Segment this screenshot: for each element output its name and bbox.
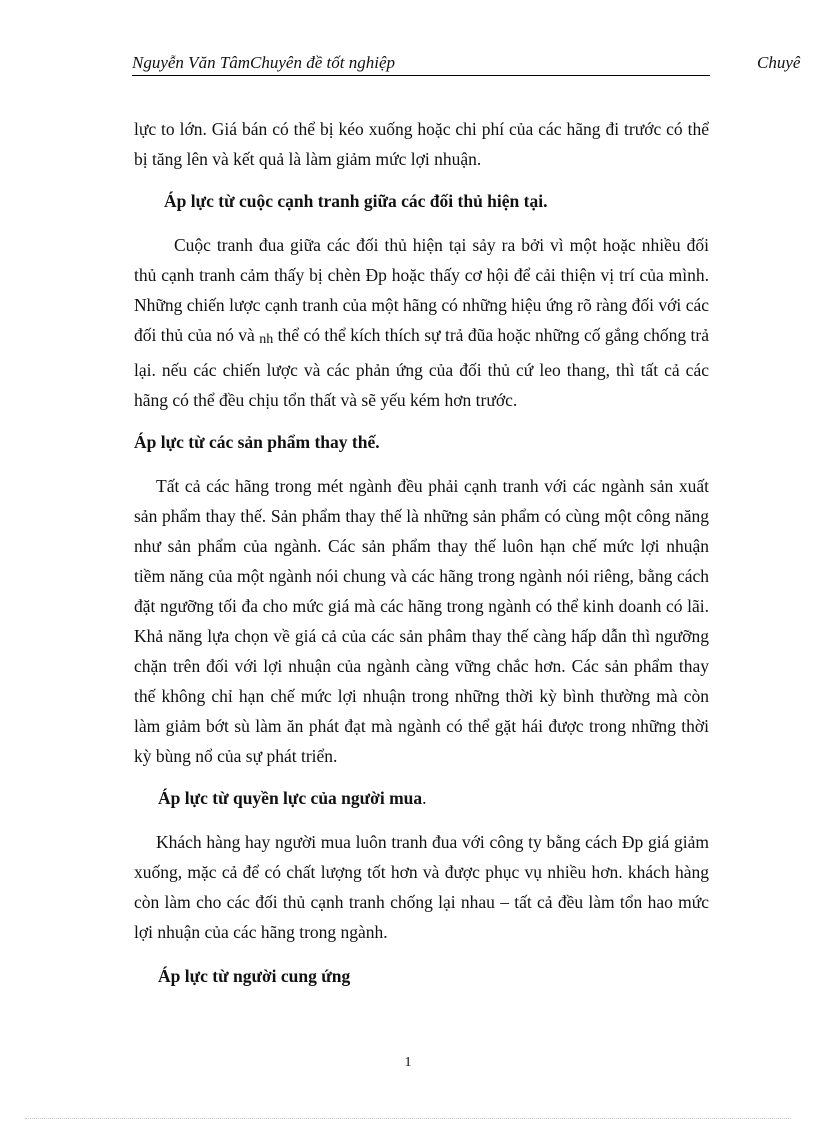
page-number: 1	[404, 1055, 412, 1070]
heading-buyer-power-period: .	[422, 788, 427, 808]
document-header-title: Nguyễn Văn TâmChuyên đề tốt nghiệp	[132, 52, 710, 76]
document-body	[134, 114, 709, 991]
heading-competition: Áp lực từ cuộc cạnh tranh giữa các đối thủ hiện tại.	[164, 191, 548, 211]
paragraph-competition-text-a: Cuộc tranh đua giữa các đối thủ hiện tại sảy ra bởi vì một hoặc nhiều đối thủ cạnh tranh cảm thấy bị chèn Ðp hoặc thấy cơ hội để cải thiện vị trí của mình. Những chiến lược cạnh tranh của một hãng có những hiệu ứng rõ ràng đối với các đối thủ của nó và	[134, 235, 709, 345]
heading-buyer-power-text: Áp lực từ quyền lực của người mua	[158, 788, 423, 808]
paragraph-competition	[134, 230, 709, 415]
heading-substitutes: Áp lực từ các sản phẩm thay thế.	[134, 432, 380, 452]
paragraph-intro: lực to lớn. Giá bán có thể bị kéo xuống hoặc chi phí của các hãng đi trước có thể bị tăng lên và kết quả là làm giảm mức lợi nhuận.	[134, 119, 709, 169]
heading-supplier-power: Áp lực từ người cung ứng	[158, 966, 351, 986]
paragraph-competition-fragment: nh	[259, 332, 274, 347]
page-bottom-border	[25, 1118, 791, 1119]
paragraph-competition-text-b: thể có thể kích thích sự trả đũa hoặc những cố gắng chống trả lại. nếu các chiến lược và các phản ứng của đối thủ cứ leo thang, thì tất cả các hãng có thể đều chịu tổn thất và sẽ yếu kém hơn trước.	[134, 325, 710, 410]
heading-buyer-power	[134, 783, 709, 813]
paragraph-substitutes: Tất cả các hãng trong mét ngành đều phải cạnh tranh với các ngành sản xuất sản phẩm thay thế. Sản phẩm thay thế là những sản phẩm có cùng một công năng như sản phẩm của ngành. Các sản phẩm thay thế luôn hạn chế mức lợi nhuận tiềm năng của một ngành nói chung và các hãng trong ngành nói riêng, bằng cách đặt ngưỡng tối đa cho mức giá mà các hãng trong ngành có thể kinh doanh có lãi. Khả năng lựa chọn về giá cả của các sản phâm thay thế càng hấp dẫn thì ngưỡng chặn trên đối với lợi nhuận của ngành càng vững chắc hơn. Các sản phẩm thay thế không chỉ hạn chế mức lợi nhuận trong những thời kỳ bình thường mà còn làm giảm bớt sù làm ăn phát đạt mà ngành có thể gặt hái được trong những thời kỳ bùng nổ của sự phát triển.	[134, 476, 709, 766]
paragraph-buyer-power: Khách hàng hay người mua luôn tranh đua với công ty bằng cách Ðp giá giảm xuống, mặc cả để có chất lượng tốt hơn và được phục vụ nhiều hơn. khách hàng còn làm cho các đối thủ cạnh tranh chống lại nhau – tất cả đều làm tổn hao mức lợi nhuận của các hãng trong ngành.	[134, 832, 709, 942]
document-header-right: Chuyê	[757, 53, 801, 72]
